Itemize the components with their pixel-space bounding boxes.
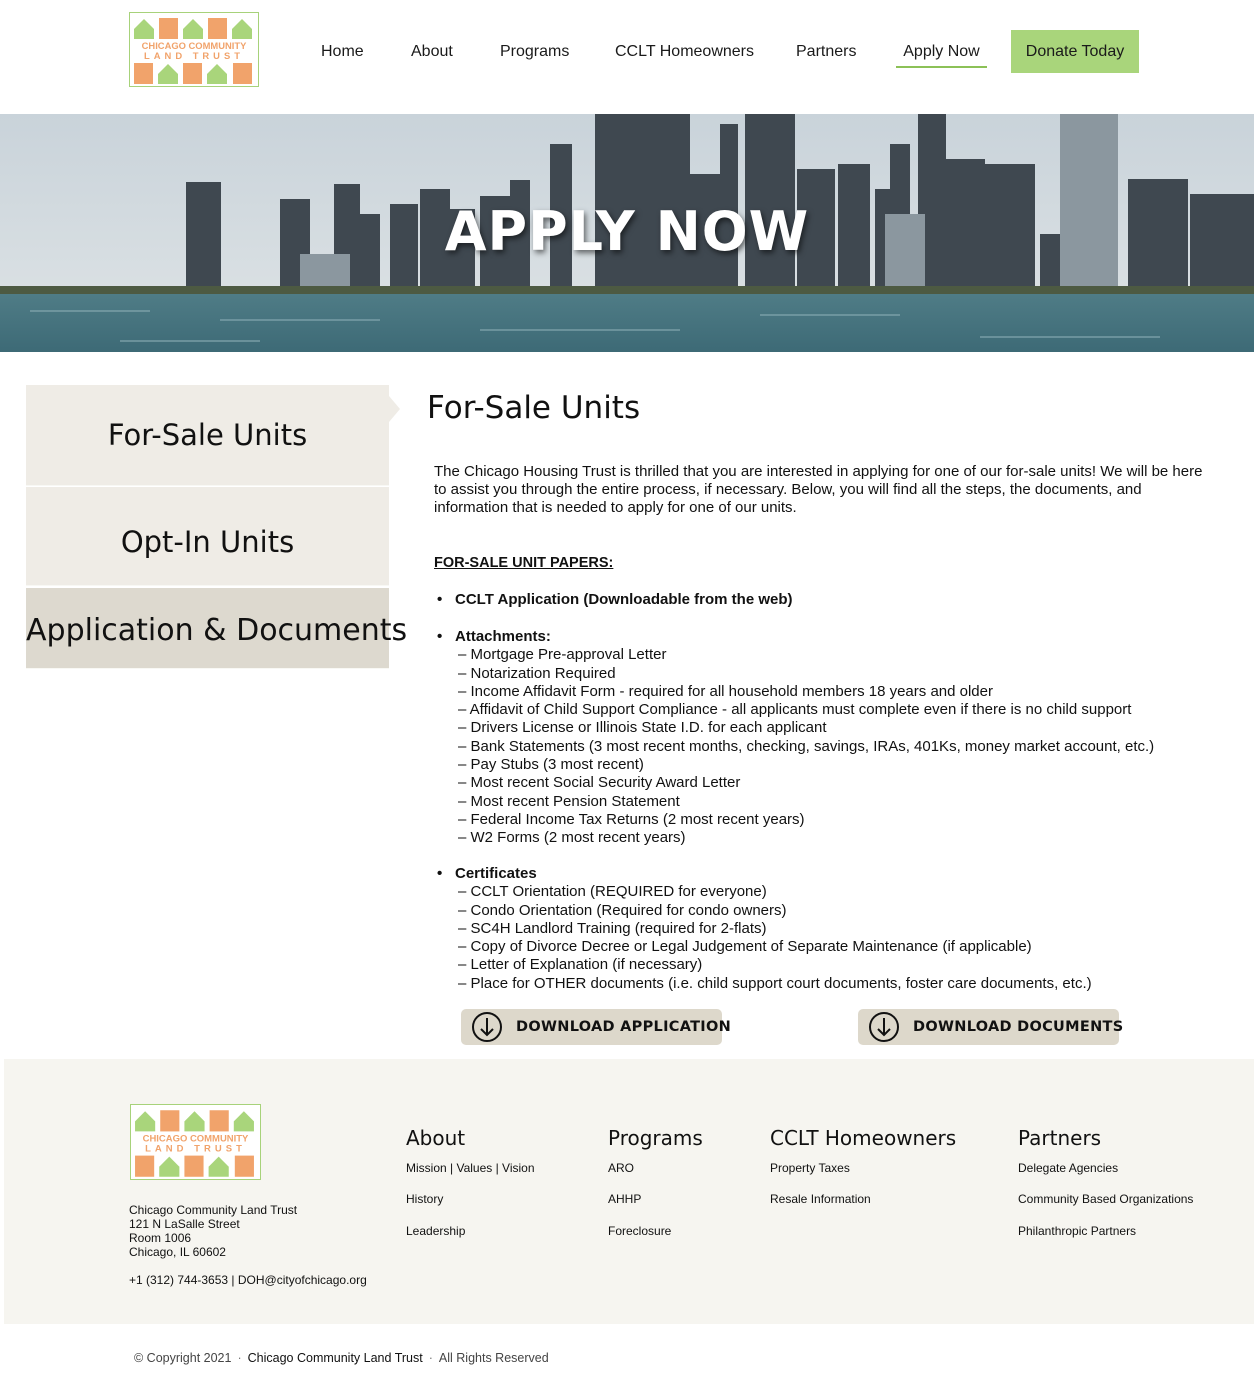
list-item: – Most recent Pension Statement [458,792,680,810]
address-line: 121 N LaSalle Street [129,1217,240,1231]
list-item: – Copy of Divorce Decree or Legal Judgement of Separate Maintenance (if applicable) [458,938,1032,956]
footer-link[interactable]: Leadership [406,1223,466,1238]
list-item: – Affidavit of Child Support Compliance - all applicants must complete even if there is no child support [458,701,1132,719]
nav-cclt-homeowners[interactable]: CCLT Homeowners [615,43,755,60]
footer-col-programs [608,1126,703,1255]
copyright-bar [134,1351,549,1365]
list-item: – CCLT Orientation (REQUIRED for everyone) [458,883,767,901]
list-item: – Drivers License or Illinois State I.D. for each applicant [458,719,827,737]
footer-link[interactable]: AHHP [608,1192,642,1207]
download-documents-label: DOWNLOAD DOCUMENTS [913,1019,1124,1035]
bullet: • [437,865,443,882]
list-item: – W2 Forms (2 most recent years) [458,829,686,847]
section-heading: Certificates [455,865,537,882]
address-line: Chicago Community Land Trust [129,1203,298,1217]
footer-link[interactable]: ARO [608,1161,635,1175]
page-title: For-Sale Units [427,390,641,426]
footer-col-about [406,1126,535,1255]
section-certificates [434,865,1092,993]
footer-col-partners [1018,1126,1193,1255]
hero-banner [0,114,1254,352]
footer-link[interactable]: Foreclosure [608,1223,672,1238]
footer-link[interactable]: History [406,1192,444,1207]
footer-link[interactable]: Philanthropic Partners [1018,1223,1137,1238]
footer-col-homeowners [770,1126,956,1224]
separator-dot: · [428,1351,433,1365]
footer-col-title: About [406,1126,466,1150]
copyright-org: Chicago Community Land Trust [247,1351,423,1365]
list-item: – Notarization Required [458,664,616,682]
bullet: • [437,628,443,645]
nav-programs[interactable]: Programs [500,43,570,60]
nav-home[interactable]: Home [321,43,364,60]
download-application-label: DOWNLOAD APPLICATION [516,1019,732,1035]
list-item: – Federal Income Tax Returns (2 most recent years) [458,810,805,828]
logo-text-line2: LAND TRUST [144,50,244,61]
footer-logo[interactable] [130,1104,261,1180]
active-tab-arrow [389,396,400,422]
download-arrow-icon [868,1011,900,1043]
tab-application-documents[interactable]: Application & Documents [26,588,389,669]
download-arrow-icon [471,1011,503,1043]
certificates-list [434,883,1092,993]
address-line: Chicago, IL 60602 [129,1245,226,1259]
footer-link[interactable]: Mission | Values | Vision [406,1161,535,1175]
rights-text: All Rights Reserved [438,1351,549,1365]
list-item: – Income Affidavit Form - required for all household members 18 years and older [458,682,993,700]
list-item: – Most recent Social Security Award Letter [458,774,741,792]
footer-col-title: CCLT Homeowners [770,1126,957,1150]
footer-col-title: Partners [1018,1126,1102,1150]
list-item: – Bank Statements (3 most recent months, checking, savings, IRAs, 401Ks, money market account, etc.) [458,737,1155,755]
list-item: – Place for OTHER documents (i.e. child support court documents, foster care documents, etc.) [458,974,1092,992]
site-header [0,0,1254,114]
logo-text-line2: LAND TRUST [145,1143,246,1155]
list-item: – Pay Stubs (3 most recent) [458,756,644,774]
section-heading: CCLT Application (Downloadable from the web) [455,591,793,608]
attachments-list [434,646,1154,847]
list-item: – Mortgage Pre-approval Letter [458,646,667,664]
download-application-button[interactable] [461,1009,732,1045]
download-documents-button[interactable] [858,1009,1124,1045]
logo-text-line1: CHICAGO COMMUNITY [141,40,247,51]
donate-button[interactable]: Donate Today [1011,30,1139,73]
list-item: – SC4H Landlord Training (required for 2-flats) [458,919,767,937]
copyright-text: © Copyright 2021 [134,1351,232,1365]
separator-dot: · [237,1351,242,1365]
list-item: – Condo Orientation (Required for condo owners) [458,901,787,919]
section-attachments [434,628,1154,848]
footer-link[interactable]: Property Taxes [770,1161,850,1175]
intro-paragraph: The Chicago Housing Trust is thrilled that you are interested in applying for one of our for-sale units! We will be here to assist you through the entire process, if necessary. Below, you will find all the steps, the documents, and information that is needed to apply for one of our units. [434,463,1203,516]
hero-title: APPLY NOW [444,200,810,263]
logo-house-icon-row-bottom [135,1156,254,1177]
footer-link[interactable]: Community Based Organizations [1018,1192,1194,1207]
footer-link[interactable]: Delegate Agencies [1018,1161,1119,1175]
footer-link[interactable]: Resale Information [770,1192,871,1207]
address-line: Room 1006 [129,1231,192,1245]
list-item: – Letter of Explanation (if necessary) [458,956,703,974]
tab-for-sale-units[interactable]: For-Sale Units [26,385,389,486]
logo-text-line1: CHICAGO COMMUNITY [142,1133,249,1145]
nav-apply-now[interactable]: Apply Now [896,30,987,68]
bullet: • [437,591,443,608]
tab-opt-in-units[interactable]: Opt-In Units [26,487,389,586]
section-application [434,591,793,609]
footer-col-title: Programs [608,1126,703,1150]
nav-about[interactable]: About [411,43,453,60]
nav-partners[interactable]: Partners [796,43,857,60]
section-heading: Attachments: [455,628,551,645]
footer-address [129,1203,297,1259]
footer-contact: +1 (312) 744-3653 | DOH@cityofchicago.org [129,1273,367,1287]
logo-house-icon-row-top [135,1110,254,1131]
papers-heading: FOR-SALE UNIT PAPERS: [434,555,614,571]
